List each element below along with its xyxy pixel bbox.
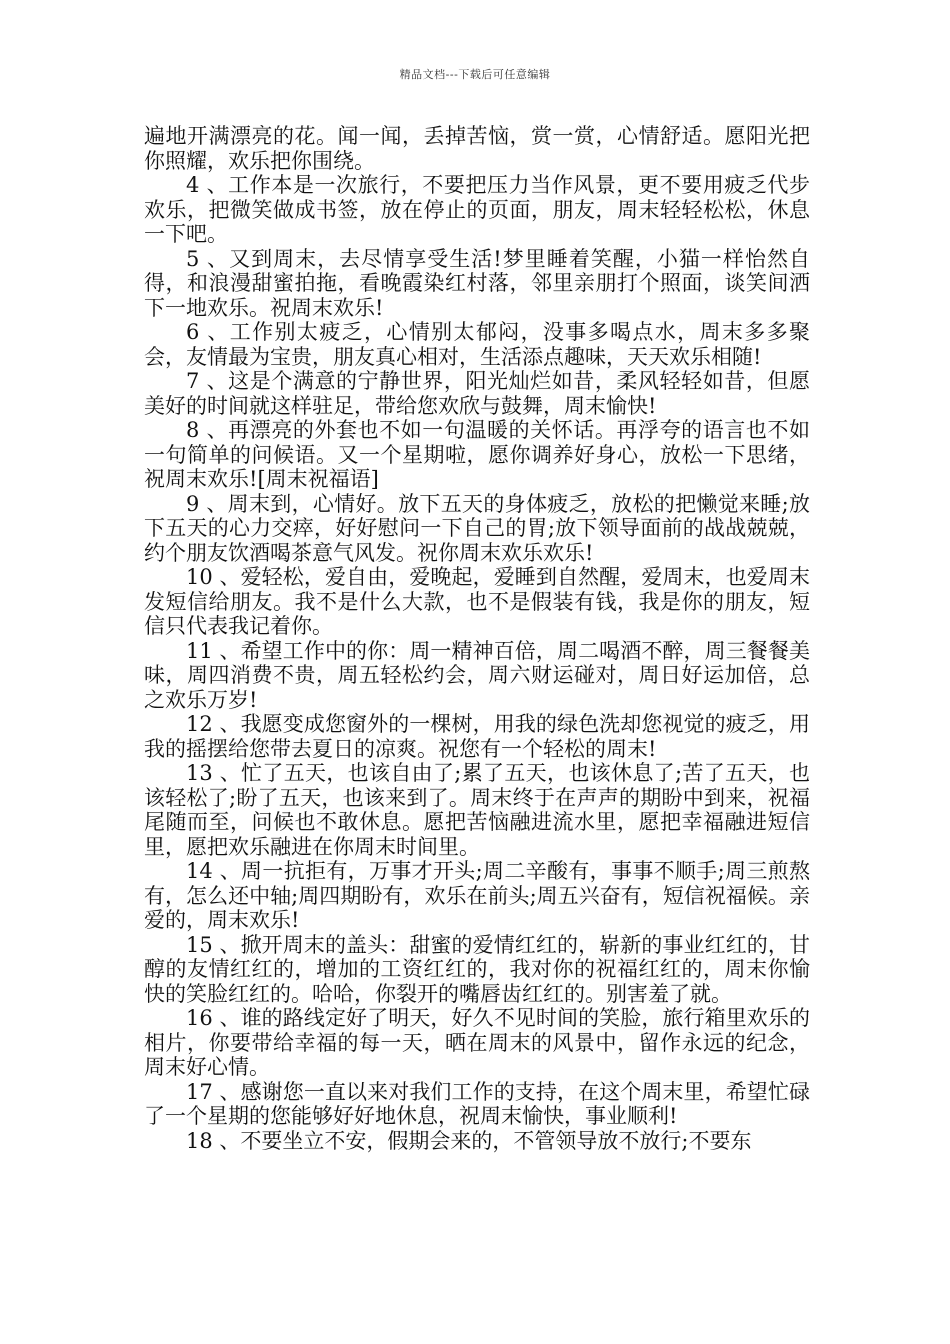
page-header: 精品文档---下载后可任意编辑 [399, 68, 551, 81]
paragraph-item-8: 8 、再漂亮的外套也不如一句温暖的关怀话。再浮夸的语言也不如一句简单的问候语。又一个星期啦，愿你调养好身心，放松一下思绪，祝周末欢乐![周末祝福语] [144, 418, 810, 491]
paragraph-item-4: 4 、工作本是一次旅行，不要把压力当作风景，更不要用疲乏代步欢乐，把微笑做成书签，放在停止的页面，朋友，周末轻轻松松，休息一下吧。 [144, 173, 810, 246]
paragraph-item-6: 6 、工作别太疲乏，心情别太郁闷，没事多喝点水，周末多多聚会，友情最为宝贵，朋友真心相对，生活添点趣味，天天欢乐相随! [144, 320, 810, 369]
paragraph-item-11: 11 、希望工作中的你：周一精神百倍，周二喝酒不醉，周三餐餐美味，周四消费不贵，周五轻松约会，周六财运碰对，周日好运加倍，总之欢乐万岁! [144, 638, 810, 712]
paragraph-item-9: 9 、周末到，心情好。放下五天的身体疲乏，放松的把懒觉来睡;放下五天的心力交瘁，好好慰问一下自己的胃;放下领导面前的战战兢兢，约个朋友饮酒喝茶意气风发。祝你周末欢乐欢乐! [144, 491, 810, 565]
paragraph-item-13: 13 、忙了五天，也该自由了;累了五天，也该休息了;苦了五天，也该轻松了;盼了五天，也该来到了。周末终于在声声的期盼中到来，祝福尾随而至，问候也不敢休息。愿把苦恼融进流水里，愿把幸福融进短信里，愿把欢乐融进在你周末时间里。 [144, 761, 810, 859]
paragraph-item-5: 5 、又到周末，去尽情享受生活!梦里睡着笑醒，小猫一样怡然自得，和浪漫甜蜜拍拖，看晚霞染红村落，邻里亲朋打个照面，谈笑间洒下一地欢乐。祝周末欢乐! [144, 246, 810, 320]
paragraph-item-7: 7 、这是个满意的宁静世界，阳光灿烂如昔，柔风轻轻如昔，但愿美好的时间就这样驻足，带给您欢欣与鼓舞，周末愉快! [144, 369, 810, 418]
paragraph-item-18: 18 、不要坐立不安，假期会来的，不管领导放不放行;不要东 [186, 1128, 752, 1153]
paragraph-item-14: 14 、周一抗拒有，万事才开头;周二辛酸有，事事不顺手;周三煎熬有，怎么还中轴;周四期盼有，欢乐在前头;周五兴奋有，短信祝福候。亲爱的，周末欢乐! [144, 859, 810, 932]
paragraph-item-15: 15 、掀开周末的盖头：甜蜜的爱情红红的，崭新的事业红红的，甘醇的友情红红的，增加的工资红红的，我对你的祝福红红的，周末你愉快的笑脸红红的。哈哈，你裂开的嘴唇齿红红的。别害羞了就。 [144, 932, 810, 1006]
paragraph-continuation: 遍地开满漂亮的花。闻一闻，丢掉苦恼，赏一赏，心情舒适。愿阳光把你照耀，欢乐把你围绕。 [144, 124, 810, 173]
paragraph-item-16: 16 、谁的路线定好了明天，好久不见时间的笑脸，旅行箱里欢乐的相片，你要带给幸福的每一天，晒在周末的风景中，留作永远的纪念，周末好心情。 [144, 1006, 810, 1079]
paragraph-item-17: 17 、感谢您一直以来对我们工作的支持，在这个周末里，希望忙碌了一个星期的您能够好好地休息，祝周末愉快，事业顺利! [144, 1079, 810, 1128]
paragraph-item-10: 10 、爱轻松，爱自由，爱晚起，爱睡到自然醒，爱周末，也爱周末发短信给朋友。我不是什么大款，也不是假装有钱，我是你的朋友，短信只代表我记着你。 [144, 565, 810, 638]
document-body [144, 124, 810, 1153]
paragraph-item-12: 12 、我愿变成您窗外的一棵树，用我的绿色洗却您视觉的疲乏，用我的摇摆给您带去夏日的凉爽。祝您有一个轻松的周末! [144, 712, 810, 761]
